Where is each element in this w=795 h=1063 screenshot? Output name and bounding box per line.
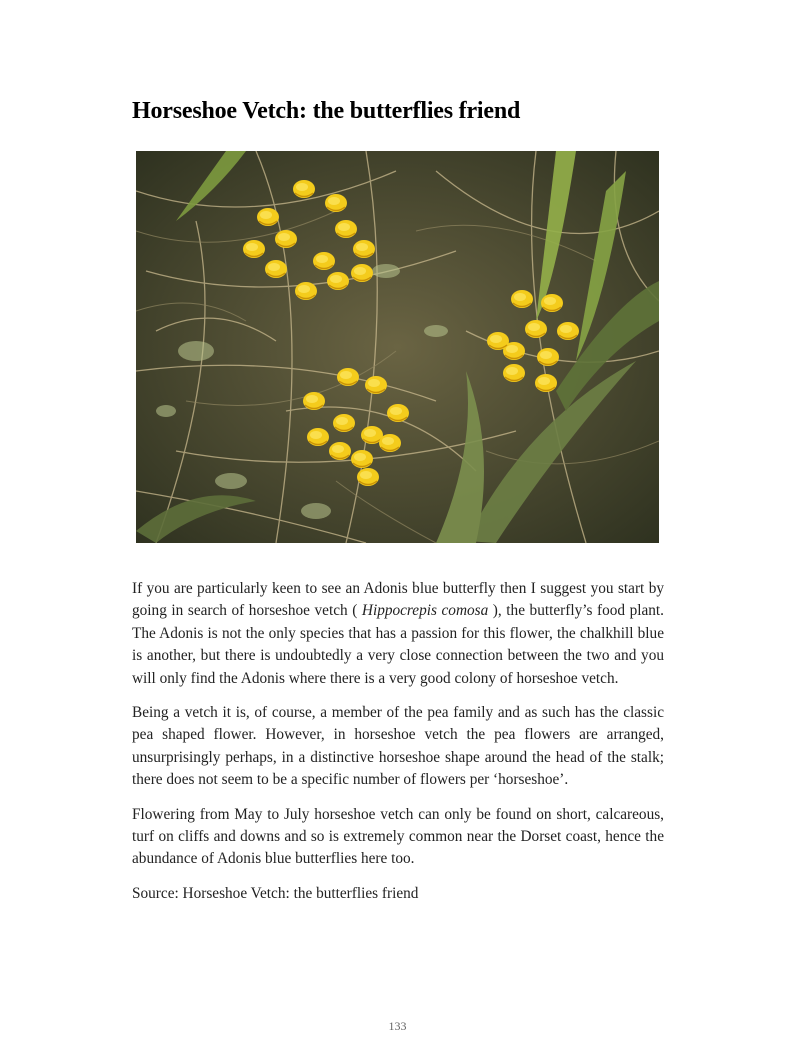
article-body: [132, 578, 664, 917]
page-number: 133: [388, 1019, 407, 1033]
paragraph-1-before: If you are particularly keen to see an Adonis blue butterfly then I suggest you start by going in search of horseshoe vetch (: [132, 580, 664, 620]
paragraph-1-after: ), the butterfly’s food plant. The Adonis is not the only species that has a passion for this flower, the chalkhill blue is another, but there is undoubtedly a very close connection between the two and you will only find the Adonis where there is a very good colony of horseshoe vetch.: [132, 602, 664, 687]
page-title: Horseshoe Vetch: the butterflies friend: [132, 98, 521, 124]
species-name: Hippocrepis comosa: [361, 602, 489, 620]
paragraph-1: [132, 578, 664, 690]
horseshoe-vetch-photo: [136, 151, 659, 543]
source-line: Source: Horseshoe Vetch: the butterflies friend: [132, 884, 419, 902]
paragraph-3: Flowering from May to July horseshoe vetch can only be found on short, calcareous, turf on cliffs and downs and so is extremely common near the Dorset coast, hence the abundance of Adonis blue butterflies here too.: [132, 805, 664, 868]
paragraph-2: Being a vetch it is, of course, a member of the pea family and as such has the classic pea shaped flower. However, in horseshoe vetch the pea flowers are arranged, unsurprisingly perhaps, in a distinctive horseshoe shape around the head of the stalk; there does not seem to be a specific number of flowers per ‘horseshoe’.: [132, 704, 664, 789]
